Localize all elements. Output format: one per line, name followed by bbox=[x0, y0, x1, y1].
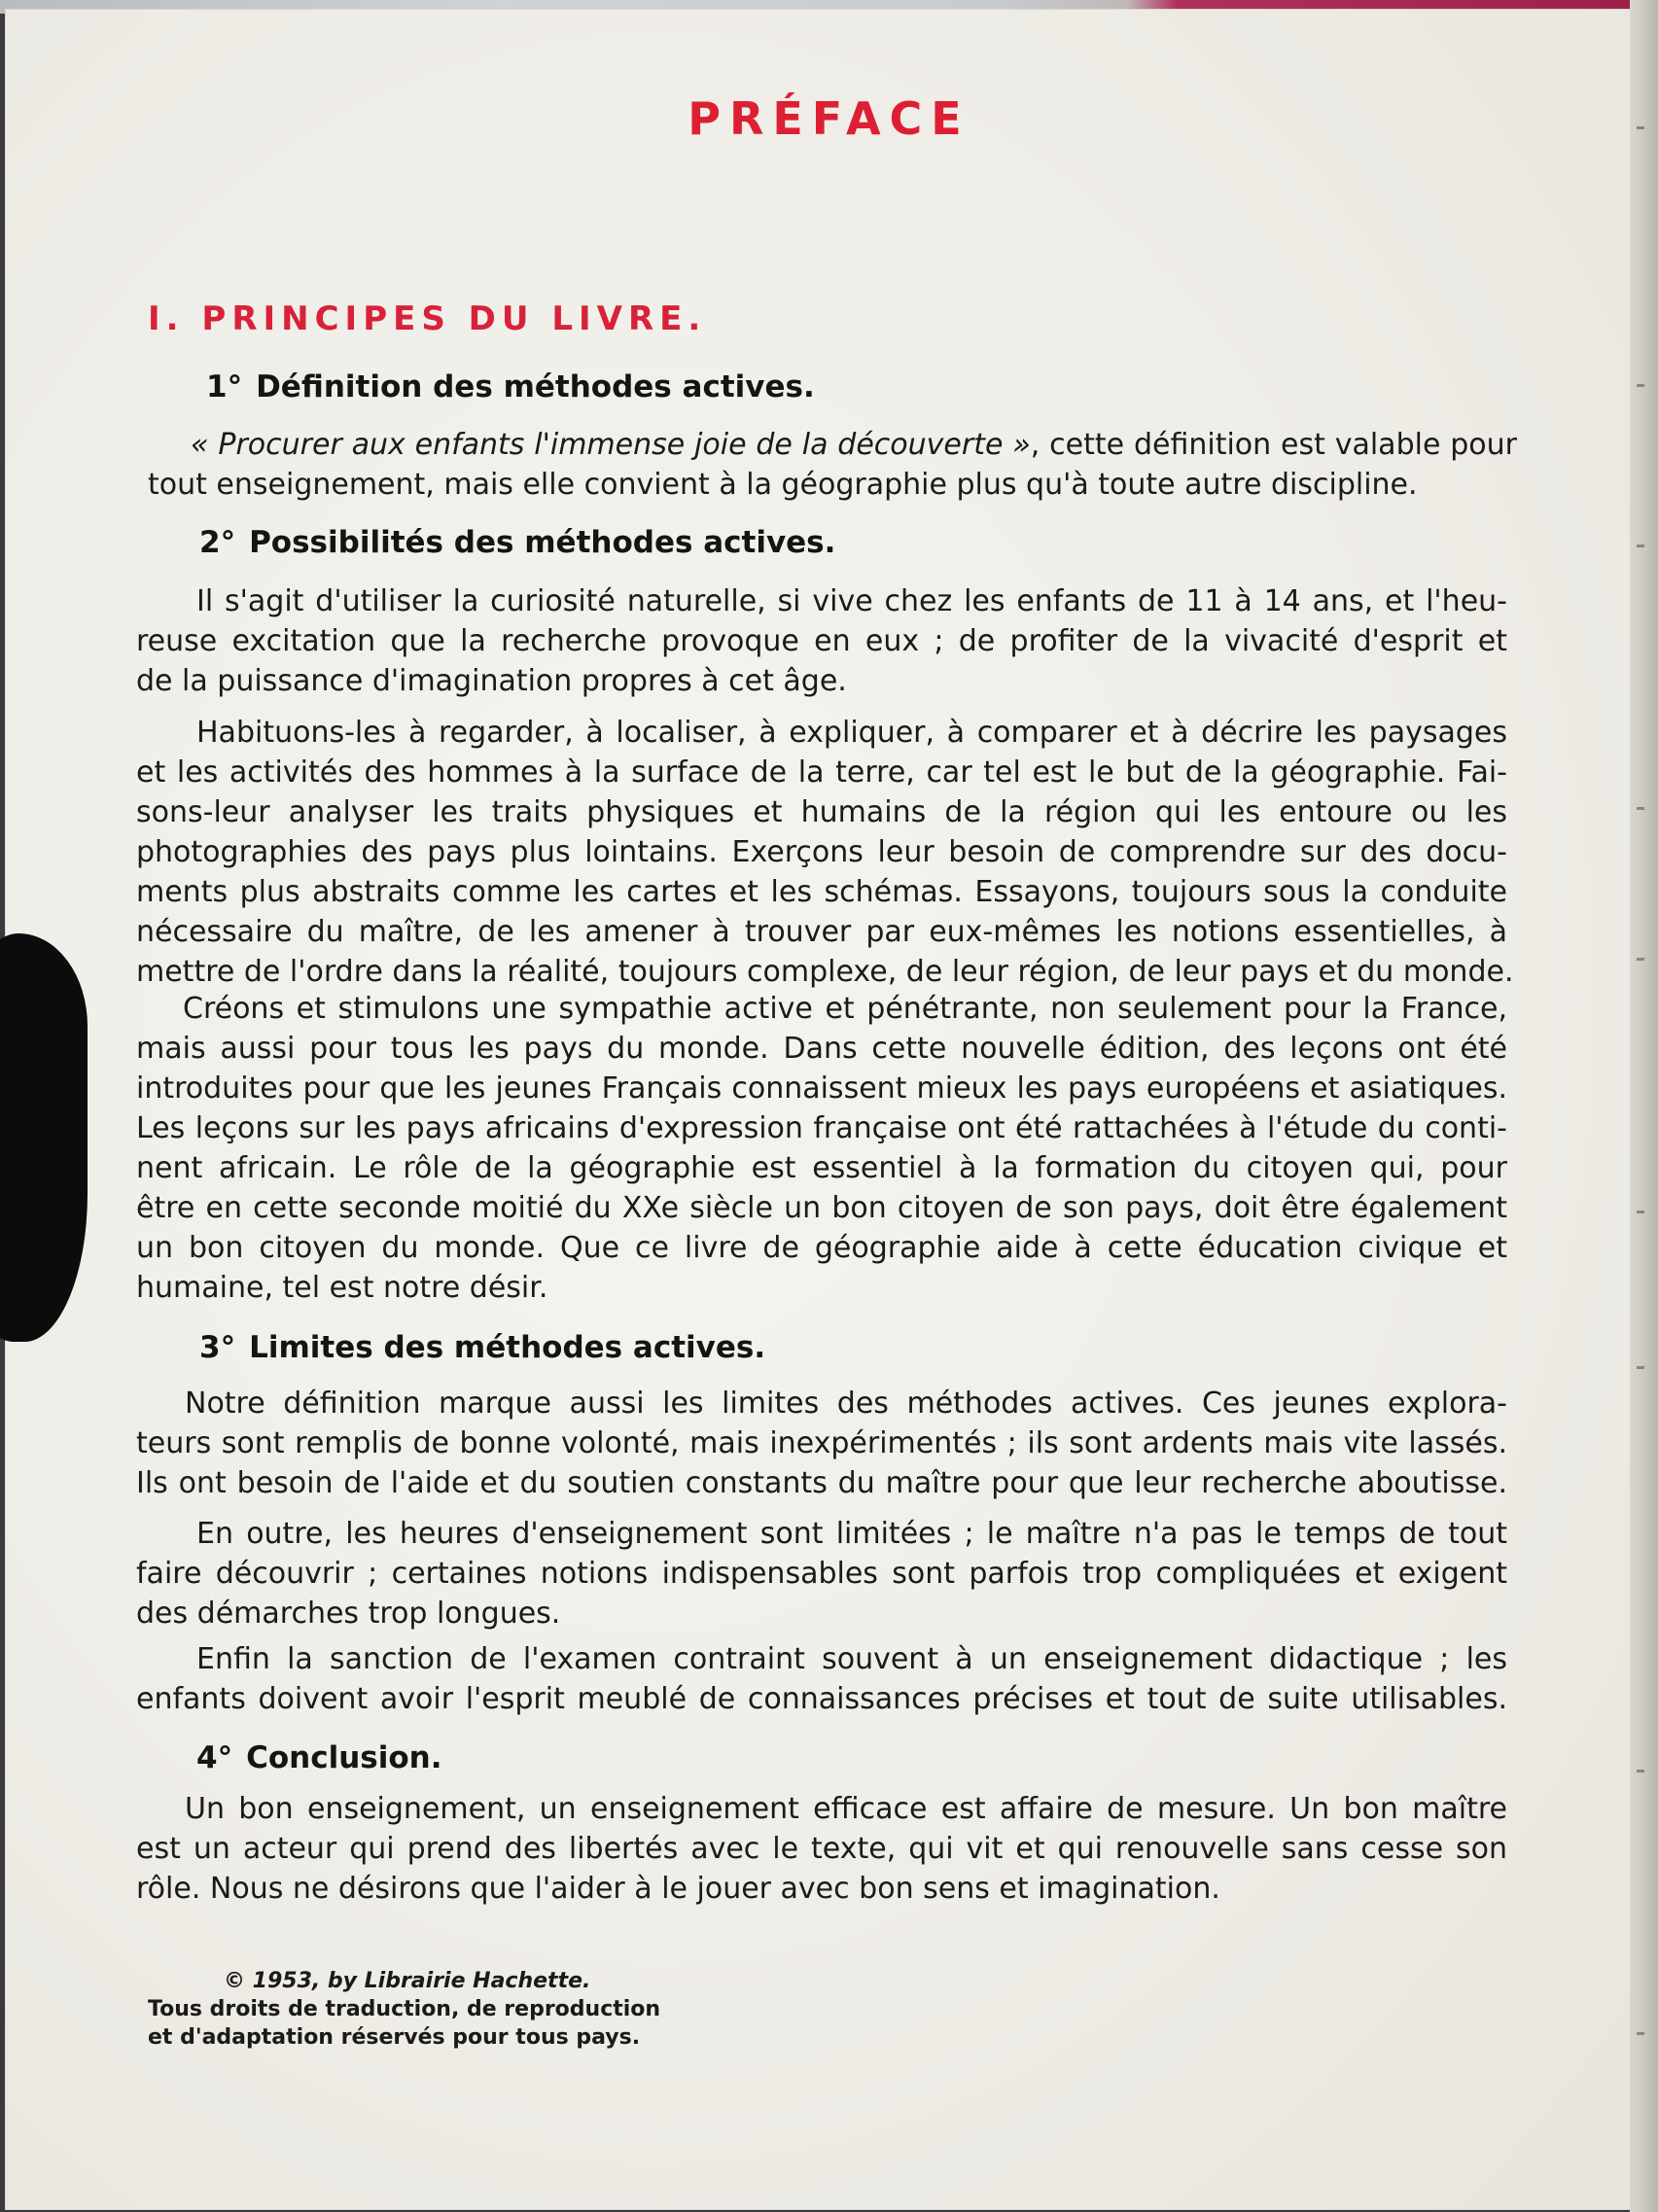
text-line: et les activités des hommes à la surface de la terre, car tel est le but de la géographie. Fai- bbox=[136, 755, 1507, 790]
text-line: nent africain. Le rôle de la géographie est essentiel à la formation du citoyen qui, pour bbox=[136, 1151, 1507, 1185]
text-line: Les leçons sur les pays africains d'expression française ont été rattachées à l'étude du conti- bbox=[136, 1111, 1507, 1145]
page-edge bbox=[1630, 0, 1658, 2212]
copyright-line: © 1953, by Librairie Hachette. bbox=[224, 1969, 591, 1993]
text-line: nécessaire du maître, de les amener à trouver par eux-mêmes les notions essentielles, à bbox=[136, 915, 1507, 949]
quote-text: « Procurer aux enfants l'immense joie de la découverte » bbox=[191, 428, 1031, 462]
binding-mark bbox=[1637, 1770, 1644, 1773]
subsection-title: Possibilités des méthodes actives. bbox=[249, 525, 836, 560]
copyright-line: et d'adaptation réservés pour tous pays. bbox=[148, 2025, 641, 2050]
binding-mark bbox=[1637, 1366, 1644, 1369]
subsection-heading bbox=[199, 1330, 765, 1365]
text-line: Ils ont besoin de l'aide et du soutien constants du maître pour que leur recherche aboutisse. bbox=[136, 1466, 1507, 1500]
text-line: enfants doivent avoir l'esprit meublé de connaissances précises et tout de suite utilisables. bbox=[136, 1682, 1507, 1716]
binding-mark bbox=[1637, 1211, 1644, 1213]
text-line: Il s'agit d'utiliser la curiosité naturelle, si vive chez les enfants de 11 à 14 ans, et l'heu- bbox=[196, 584, 1507, 618]
text-line bbox=[148, 425, 1517, 465]
paragraph bbox=[136, 1639, 1507, 1719]
text-line: humaine, tel est notre désir. bbox=[136, 1271, 548, 1305]
text-line: Habituons-les à regarder, à localiser, à expliquer, à comparer et à décrire les paysages bbox=[196, 716, 1507, 750]
text-line: de la puissance d'imagination propres à cet âge. bbox=[136, 664, 847, 698]
paragraph bbox=[136, 1384, 1507, 1503]
text-line: teurs sont remplis de bonne volonté, mais inexpérimentés ; ils sont ardents mais vite lassés. bbox=[136, 1426, 1507, 1460]
subsection-heading bbox=[199, 525, 835, 560]
text-line: Notre définition marque aussi les limites des méthodes actives. Ces jeunes explora- bbox=[185, 1387, 1507, 1421]
paragraph bbox=[148, 425, 1517, 505]
binding-mark bbox=[1637, 2032, 1644, 2035]
paragraph bbox=[136, 1789, 1507, 1909]
paragraph bbox=[136, 581, 1507, 701]
text-line: Créons et stimulons une sympathie active et pénétrante, non seulement pour la France, bbox=[183, 992, 1507, 1026]
section-heading: I. PRINCIPES DU LIVRE. bbox=[148, 299, 707, 338]
subsection-heading bbox=[206, 369, 815, 404]
text-line: sons-leur analyser les traits physiques et humains de la région qui les entoure ou les bbox=[136, 795, 1507, 829]
text-line: mettre de l'ordre dans la réalité, toujours complexe, de leur région, de leur pays et du monde. bbox=[136, 955, 1514, 989]
subsection-title: Conclusion. bbox=[246, 1740, 442, 1775]
binding-mark bbox=[1637, 384, 1644, 387]
paragraph bbox=[136, 713, 1514, 992]
text-line: Un bon enseignement, un enseignement efficace est affaire de mesure. Un bon maître bbox=[185, 1792, 1507, 1826]
text-line: des démarches trop longues. bbox=[136, 1597, 561, 1631]
paragraph bbox=[136, 989, 1507, 1308]
text-line: être en cette seconde moitié du XXe siècle un bon citoyen de son pays, doit être également bbox=[136, 1191, 1507, 1225]
text-line: tout enseignement, mais elle convient à la géographie plus qu'à toute autre discipline. bbox=[148, 468, 1418, 502]
subsection-title: Définition des méthodes actives. bbox=[256, 369, 815, 404]
text-line: est un acteur qui prend des libertés avec le texte, qui vit et qui renouvelle sans cesse son bbox=[136, 1832, 1507, 1866]
subsection-title: Limites des méthodes actives. bbox=[249, 1330, 766, 1365]
subsection-number: 3° bbox=[199, 1330, 236, 1365]
text-line: reuse excitation que la recherche provoque en eux ; de profiter de la vivacité d'esprit et bbox=[136, 624, 1507, 658]
text-span: , cette définition est valable pour bbox=[1030, 428, 1517, 462]
text-line: Enfin la sanction de l'examen contraint souvent à un enseignement didactique ; les bbox=[196, 1642, 1507, 1676]
text-line: photographies des pays plus lointains. Exerçons leur besoin de comprendre sur des docu- bbox=[136, 835, 1507, 869]
subsection-number: 2° bbox=[199, 525, 236, 560]
text-line: un bon citoyen du monde. Que ce livre de géographie aide à cette éducation civique et bbox=[136, 1231, 1507, 1265]
subsection-heading bbox=[196, 1740, 442, 1775]
binding-mark bbox=[1637, 807, 1644, 810]
text-line: faire découvrir ; certaines notions indispensables sont parfois trop compliquées et exigent bbox=[136, 1557, 1507, 1591]
text-line: mais aussi pour tous les pays du monde. Dans cette nouvelle édition, des leçons ont été bbox=[136, 1032, 1507, 1066]
text-line: En outre, les heures d'enseignement sont limitées ; le maître n'a pas le temps de tout bbox=[196, 1517, 1507, 1551]
text-line: rôle. Nous ne désirons que l'aider à le jouer avec bon sens et imagination. bbox=[136, 1872, 1220, 1906]
text-line: introduites pour que les jeunes Français connaissent mieux les pays européens et asiatiques. bbox=[136, 1071, 1507, 1106]
subsection-number: 1° bbox=[206, 369, 243, 404]
binding-mark bbox=[1637, 544, 1644, 547]
page-title: PRÉFACE bbox=[688, 92, 970, 145]
copyright-line: Tous droits de traduction, de reproduction bbox=[148, 1997, 661, 2021]
thumb-shadow bbox=[0, 933, 88, 1342]
binding-mark bbox=[1637, 958, 1644, 961]
subsection-number: 4° bbox=[196, 1740, 233, 1775]
paragraph bbox=[136, 1514, 1507, 1633]
text-line: ments plus abstraits comme les cartes et les schémas. Essayons, toujours sous la conduite bbox=[136, 875, 1507, 909]
